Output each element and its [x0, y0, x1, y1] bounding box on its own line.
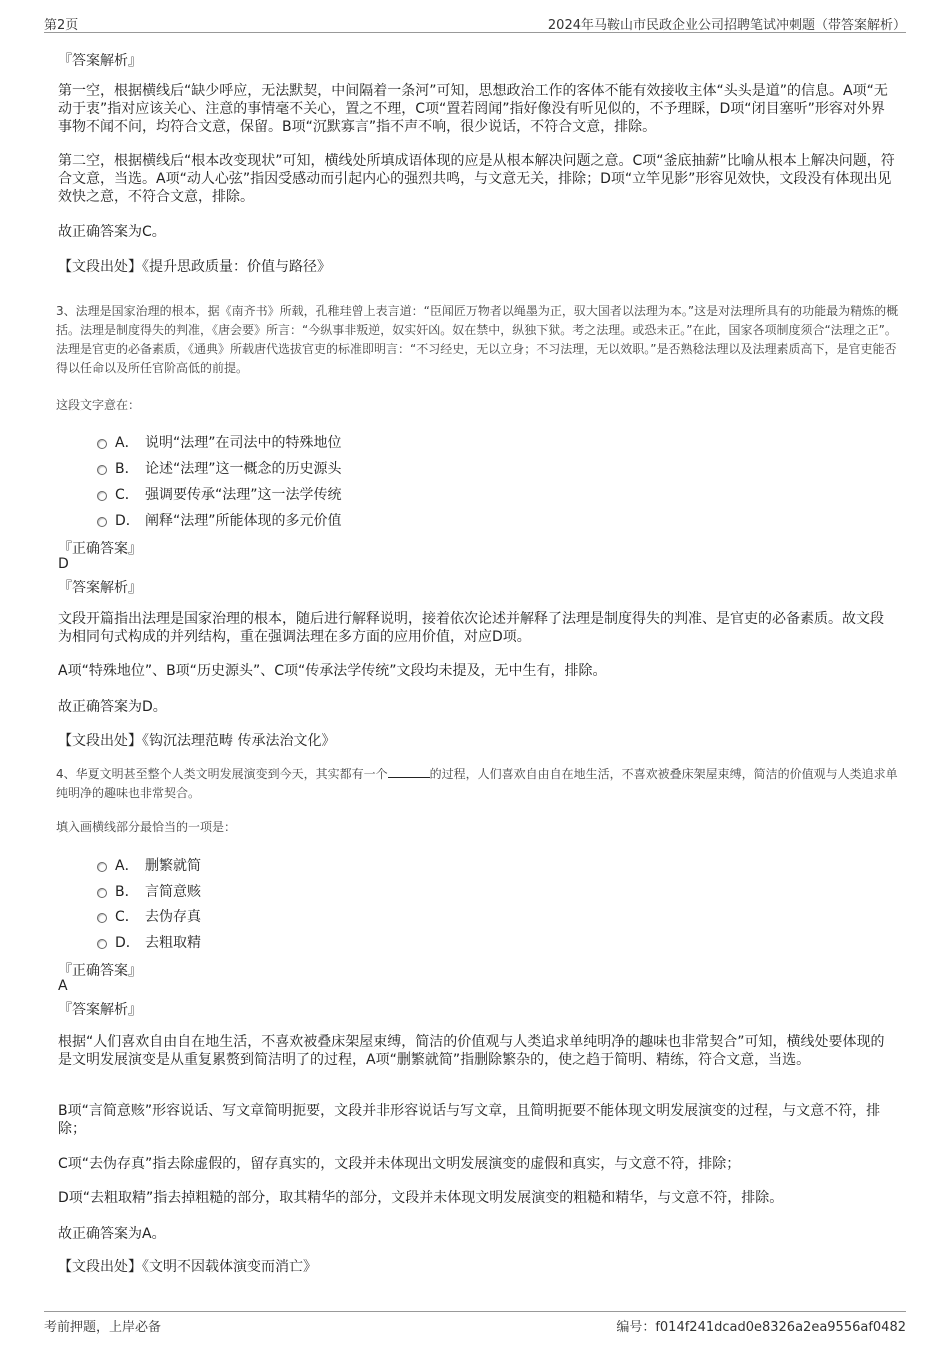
q4-option-a[interactable] — [97, 855, 201, 875]
q4-analysis-para4: D项“去粗取精”指去掉粗糙的部分，取其精华的部分，文段并未体现文明发展演变的粗糙和精华，与文意不符，排除。 — [58, 1190, 784, 1206]
radio-icon[interactable] — [97, 888, 107, 898]
q2-source: 【文段出处】《提升思政质量：价值与路径》 — [58, 259, 331, 275]
option-letter: C． — [115, 909, 139, 925]
radio-icon[interactable] — [97, 862, 107, 872]
q2-analysis-para1: 第一空，根据横线后“缺少呼应，无法默契，中间隔着一条河”可知，思想政治工作的客体不能有效接收主体“头头是道”的信息。A项“无动于衷”指对应该关心、注意的事情毫不关心，置之不理，C项“置若罔闻”指好像没有听见似的，不予理睬，D项“闭目塞听”形容对外界事物不闻不问，均符合文意，保留。B项“沉默寡言”指不声不响，很少说话，不符合文意，排除。 — [58, 83, 888, 135]
option-text: 说明“法理”在司法中的特殊地位 — [145, 435, 342, 451]
q3-analysis-label: 『答案解析』 — [58, 580, 142, 596]
q2-analysis-label: 『答案解析』 — [58, 53, 142, 69]
option-text: 去粗取精 — [145, 935, 201, 951]
radio-icon[interactable] — [97, 517, 107, 527]
q3-correct-label: 『正确答案』 — [58, 541, 142, 557]
q4-option-b[interactable] — [97, 881, 201, 901]
q4-option-d[interactable] — [97, 932, 201, 952]
q4-option-c[interactable] — [97, 906, 201, 926]
q3-prompt: 这段文字意在： — [56, 398, 141, 412]
radio-icon[interactable] — [97, 465, 107, 475]
q4-analysis-para3: C项“去伪存真”指去除虚假的，留存真实的，文段并未体现出文明发展演变的虚假和真实，与文意不符，排除； — [58, 1156, 741, 1172]
q4-stem-after: 的过程，人们喜欢自由自在地生活，不喜欢被叠床架屋束缚，简洁的价值观与人类追求单纯明净的趣味也非常契合。 — [56, 767, 898, 800]
q3-option-a[interactable] — [97, 432, 342, 452]
q3-option-b[interactable] — [97, 458, 342, 478]
q3-analysis-para2: A项“特殊地位”、B项“历史源头”、C项“传承法学传统”文段均未提及，无中生有，排除。 — [58, 663, 607, 679]
option-letter: A． — [115, 858, 139, 874]
q3-stem: 3、法理是国家治理的根本，据《南齐书》所载，孔稚珪曾上表言道：“臣闻匠万物者以绳墨为正，驭大国者以法理为本。”这是对法理所具有的功能最为精炼的概括。法理是制度得失的判准，《唐会要》所言：“今纵事非叛逆，奴实奸凶。奴在禁中，纵独下狱。考之法理。或恐未正。”在此，国家各项制度须合“法理之正”。法理是官吏的必备素质，《通典》所载唐代选拔官吏的标准即明言：“不习经史，无以立身；不习法理，无以效职。”是否熟稔法理以及法理素质高下，是官吏能否得以任命以及所任官阶高低的前提。 — [56, 304, 899, 375]
q2-analysis-para2: 第二空，根据横线后“根本改变现状”可知，横线处所填成语体现的应是从根本解决问题之意。C项“釜底抽薪”比喻从根本上解决问题，符合文意，当选。A项“动人心弦”指因受感动而引起内心的强烈共鸣，与文意无关，排除；D项“立竿见影”形容见效快，文段没有体现出见效快之意，不符合文意，排除。 — [58, 153, 895, 205]
option-text: 去伪存真 — [145, 909, 201, 925]
q3-source: 【文段出处】《钩沉法理范畴 传承法治文化》 — [58, 733, 336, 749]
q3-option-d[interactable] — [97, 510, 342, 530]
page-number: 第2页 — [44, 18, 79, 33]
q4-conclusion: 故正确答案为A。 — [58, 1226, 166, 1242]
option-text: 强调要传承“法理”这一法学传统 — [145, 487, 342, 503]
page-footer — [44, 1311, 906, 1336]
q4-stem-before: 4、华夏文明甚至整个人类文明发展演变到今天，其实都有一个 — [56, 767, 388, 781]
q4-correct-label: 『正确答案』 — [58, 963, 142, 979]
q2-conclusion: 故正确答案为C。 — [58, 224, 166, 240]
option-text: 论述“法理”这一概念的历史源头 — [145, 461, 342, 477]
q4-analysis-label: 『答案解析』 — [58, 1002, 142, 1018]
option-letter: B． — [115, 884, 139, 900]
q4-stem — [56, 765, 901, 803]
q3-conclusion: 故正确答案为D。 — [58, 699, 167, 715]
q4-analysis-para1: 根据“人们喜欢自由自在地生活，不喜欢被叠床架屋束缚，简洁的价值观与人类追求单纯明净的趣味也非常契合”可知，横线处要体现的是文明发展演变是从重复累赘到简洁明了的过程，A项“删繁就简”指删除繁杂的，使之趋于简明、精练，符合文意，当选。 — [58, 1034, 885, 1068]
q4-prompt: 填入画横线部分最恰当的一项是： — [56, 820, 237, 834]
document-title: 2024年马鞍山市民政企业公司招聘笔试冲刺题（带答案解析） — [547, 18, 906, 33]
option-letter: A． — [115, 435, 139, 451]
document-id: 编号：f014f241dcad0e8326a2ea9556af0482 — [616, 1320, 906, 1335]
option-text: 删繁就简 — [145, 858, 201, 874]
option-letter: C． — [115, 487, 139, 503]
fill-blank — [388, 766, 430, 778]
q4-analysis-para2: B项“言简意赅”形容说话、写文章简明扼要，文段并非形容说话与写文章，且简明扼要不能体现文明发展演变的过程，与文意不符，排除； — [58, 1103, 881, 1137]
option-letter: D． — [115, 513, 140, 529]
q3-correct-answer: D — [58, 556, 69, 572]
option-text: 言简意赅 — [145, 884, 201, 900]
q4-source: 【文段出处】《文明不因载体演变而消亡》 — [58, 1259, 317, 1275]
q4-correct-answer: A — [58, 978, 68, 994]
option-letter: B． — [115, 461, 139, 477]
page-header — [44, 12, 906, 33]
q3-option-c[interactable] — [97, 484, 342, 504]
radio-icon[interactable] — [97, 439, 107, 449]
radio-icon[interactable] — [97, 939, 107, 949]
option-letter: D． — [115, 935, 140, 951]
radio-icon[interactable] — [97, 491, 107, 501]
footer-slogan: 考前押题，上岸必备 — [44, 1320, 162, 1335]
radio-icon[interactable] — [97, 913, 107, 923]
q3-analysis-para1: 文段开篇指出法理是国家治理的根本，随后进行解释说明，接着依次论述并解释了法理是制度得失的判准、是官吏的必备素质。故文段为相同句式构成的并列结构，重在强调法理在多方面的应用价值，对应D项。 — [58, 611, 884, 645]
option-text: 阐释“法理”所能体现的多元价值 — [145, 513, 342, 529]
